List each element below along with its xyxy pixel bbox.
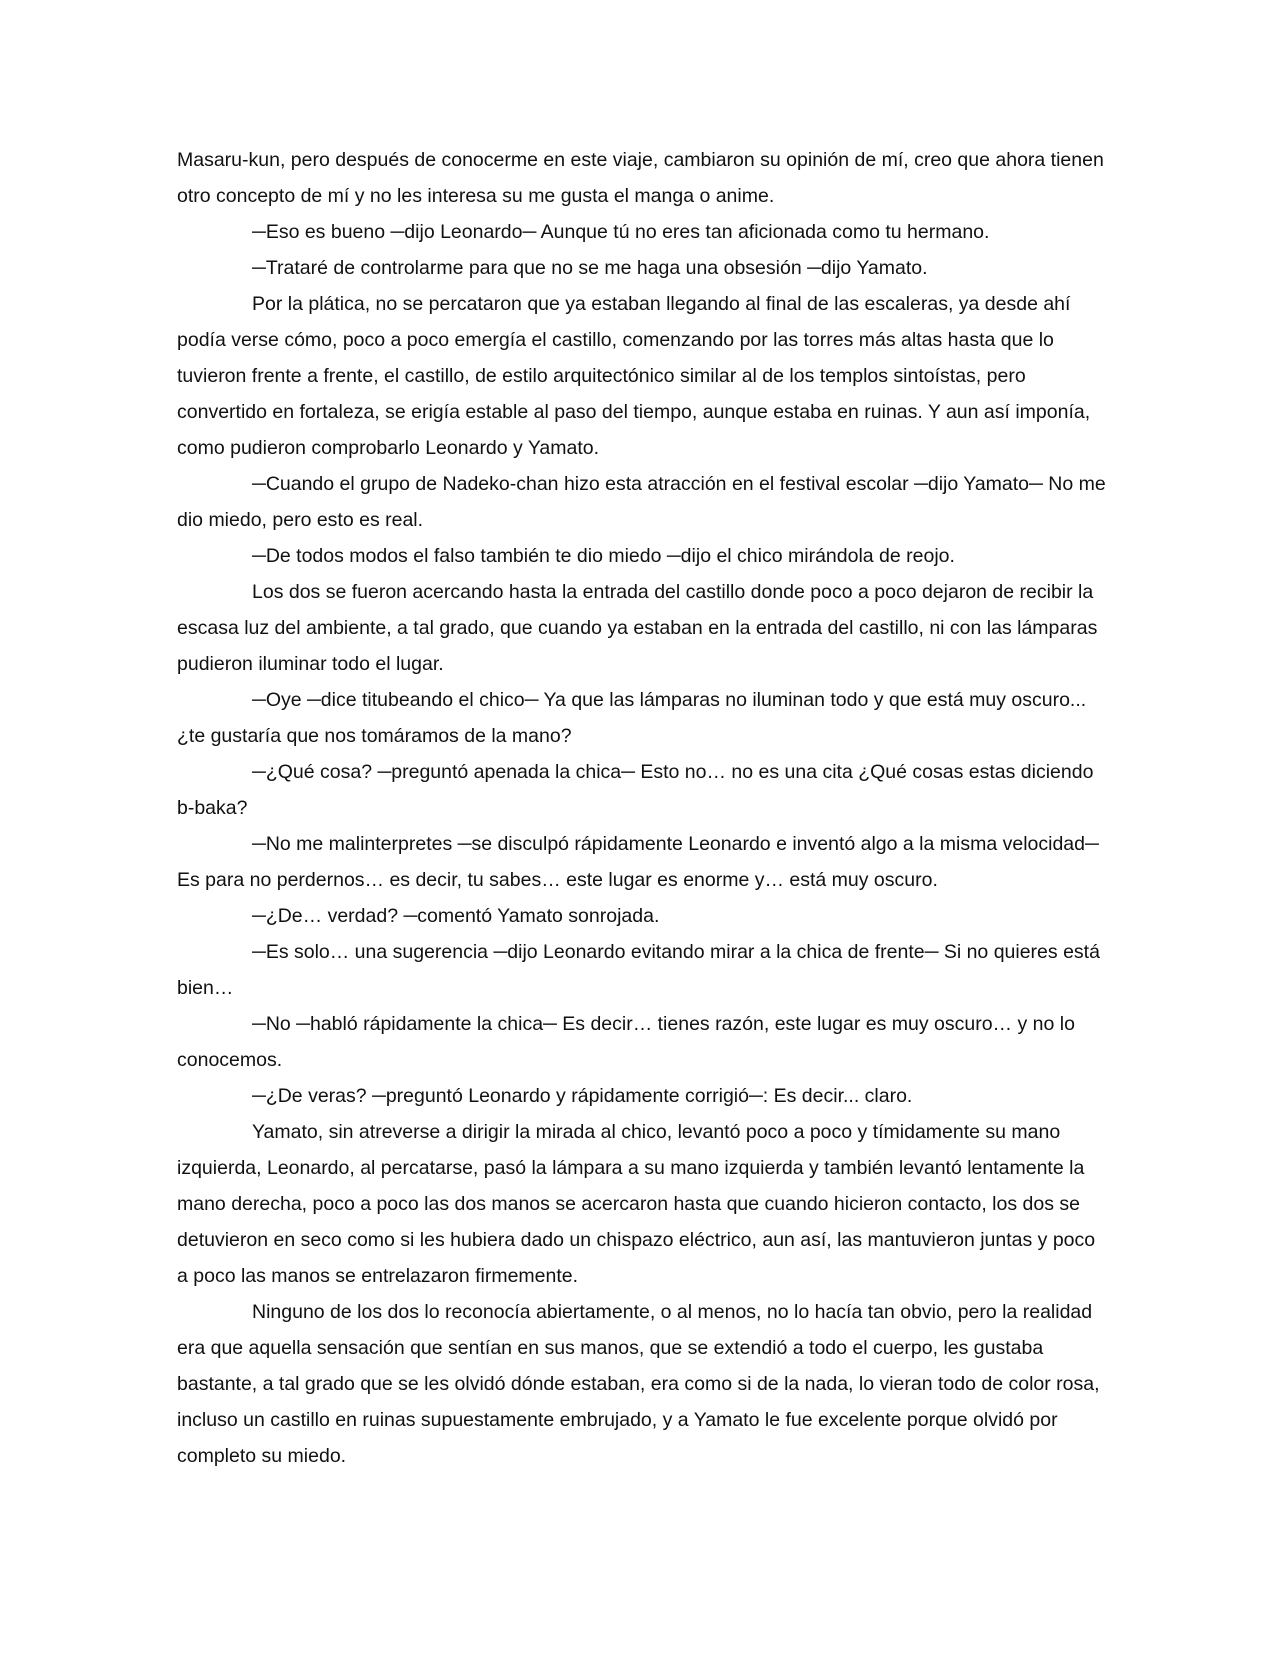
- paragraph: ─De todos modos el falso también te dio miedo ─dijo el chico mirándola de reojo.: [252, 545, 955, 567]
- paragraph: ─Oye ─dice titubeando el chico─ Ya que las lámparas no iluminan todo y que está muy oscuro... ¿te gustaría que nos tomáramos de la mano?: [177, 689, 1087, 747]
- paragraph: Ninguno de los dos lo reconocía abiertamente, o al menos, no lo hacía tan obvio, pero la realidad era que aquella sensación que sentían en sus manos, que se extendió a todo el cuerpo, les gustaba bastante, a tal grado que se les olvidó dónde estaban, era como si de la nada, lo vieran todo de color rosa, incluso un castillo en ruinas supuestamente embrujado, y a Yamato le fue excelente porque olvidó por completo su miedo.: [177, 1301, 1100, 1467]
- paragraph: ─¿Qué cosa? ─preguntó apenada la chica─ Esto no… no es una cita ¿Qué cosas estas diciendo b-baka?: [177, 761, 1094, 819]
- paragraph: ─No ─habló rápidamente la chica─ Es decir… tienes razón, este lugar es muy oscuro… y no lo conocemos.: [177, 1013, 1075, 1071]
- paragraph: ─Eso es bueno ─dijo Leonardo─ Aunque tú no eres tan aficionada como tu hermano.: [252, 221, 990, 243]
- paragraph: ─Cuando el grupo de Nadeko-chan hizo esta atracción en el festival escolar ─dijo Yamato─ No me dio miedo, pero esto es real.: [177, 473, 1106, 531]
- text-body: [177, 142, 1107, 1474]
- paragraph: ─¿De… verdad? ─comentó Yamato sonrojada.: [252, 905, 660, 927]
- paragraph: Por la plática, no se percataron que ya estaban llegando al final de las escaleras, ya desde ahí podía verse cómo, poco a poco emergía el castillo, comenzando por las torres más altas hasta que lo tuvieron frente a frente, el castillo, de estilo arquitectónico similar al de los templos sintoístas, pero convertido en fortaleza, se erigía estable al paso del tiempo, aunque estaba en ruinas. Y aun así imponía, como pudieron comprobarlo Leonardo y Yamato.: [177, 293, 1091, 459]
- paragraph: ─No me malinterpretes ─se disculpó rápidamente Leonardo e inventó algo a la misma velocidad─ Es para no perdernos… es decir, tu sabes… este lugar es enorme y… está muy oscuro.: [177, 833, 1099, 891]
- paragraph: ─Trataré de controlarme para que no se me haga una obsesión ─dijo Yamato.: [252, 257, 928, 279]
- paragraph: ─Es solo… una sugerencia ─dijo Leonardo evitando mirar a la chica de frente─ Si no quieres está bien…: [177, 941, 1100, 999]
- paragraph: Yamato, sin atreverse a dirigir la mirada al chico, levantó poco a poco y tímidamente su mano izquierda, Leonardo, al percatarse, pasó la lámpara a su mano izquierda y también levantó lentamente la mano derecha, poco a poco las dos manos se acercaron hasta que cuando hicieron contacto, los dos se detuvieron en seco como si les hubiera dado un chispazo eléctrico, aun así, las mantuvieron juntas y poco a poco las manos se entrelazaron firmemente.: [177, 1121, 1096, 1287]
- paragraph: Los dos se fueron acercando hasta la entrada del castillo donde poco a poco dejaron de recibir la escasa luz del ambiente, a tal grado, que cuando ya estaban en la entrada del castillo, ni con las lámparas pudieron iluminar todo el lugar.: [177, 581, 1098, 675]
- paragraph: ─¿De veras? ─preguntó Leonardo y rápidamente corrigió─: Es decir... claro.: [252, 1085, 913, 1107]
- paragraph: Masaru-kun, pero después de conocerme en este viaje, cambiaron su opinión de mí, creo que ahora tienen otro concepto de mí y no les interesa su me gusta el manga o anime.: [177, 149, 1104, 207]
